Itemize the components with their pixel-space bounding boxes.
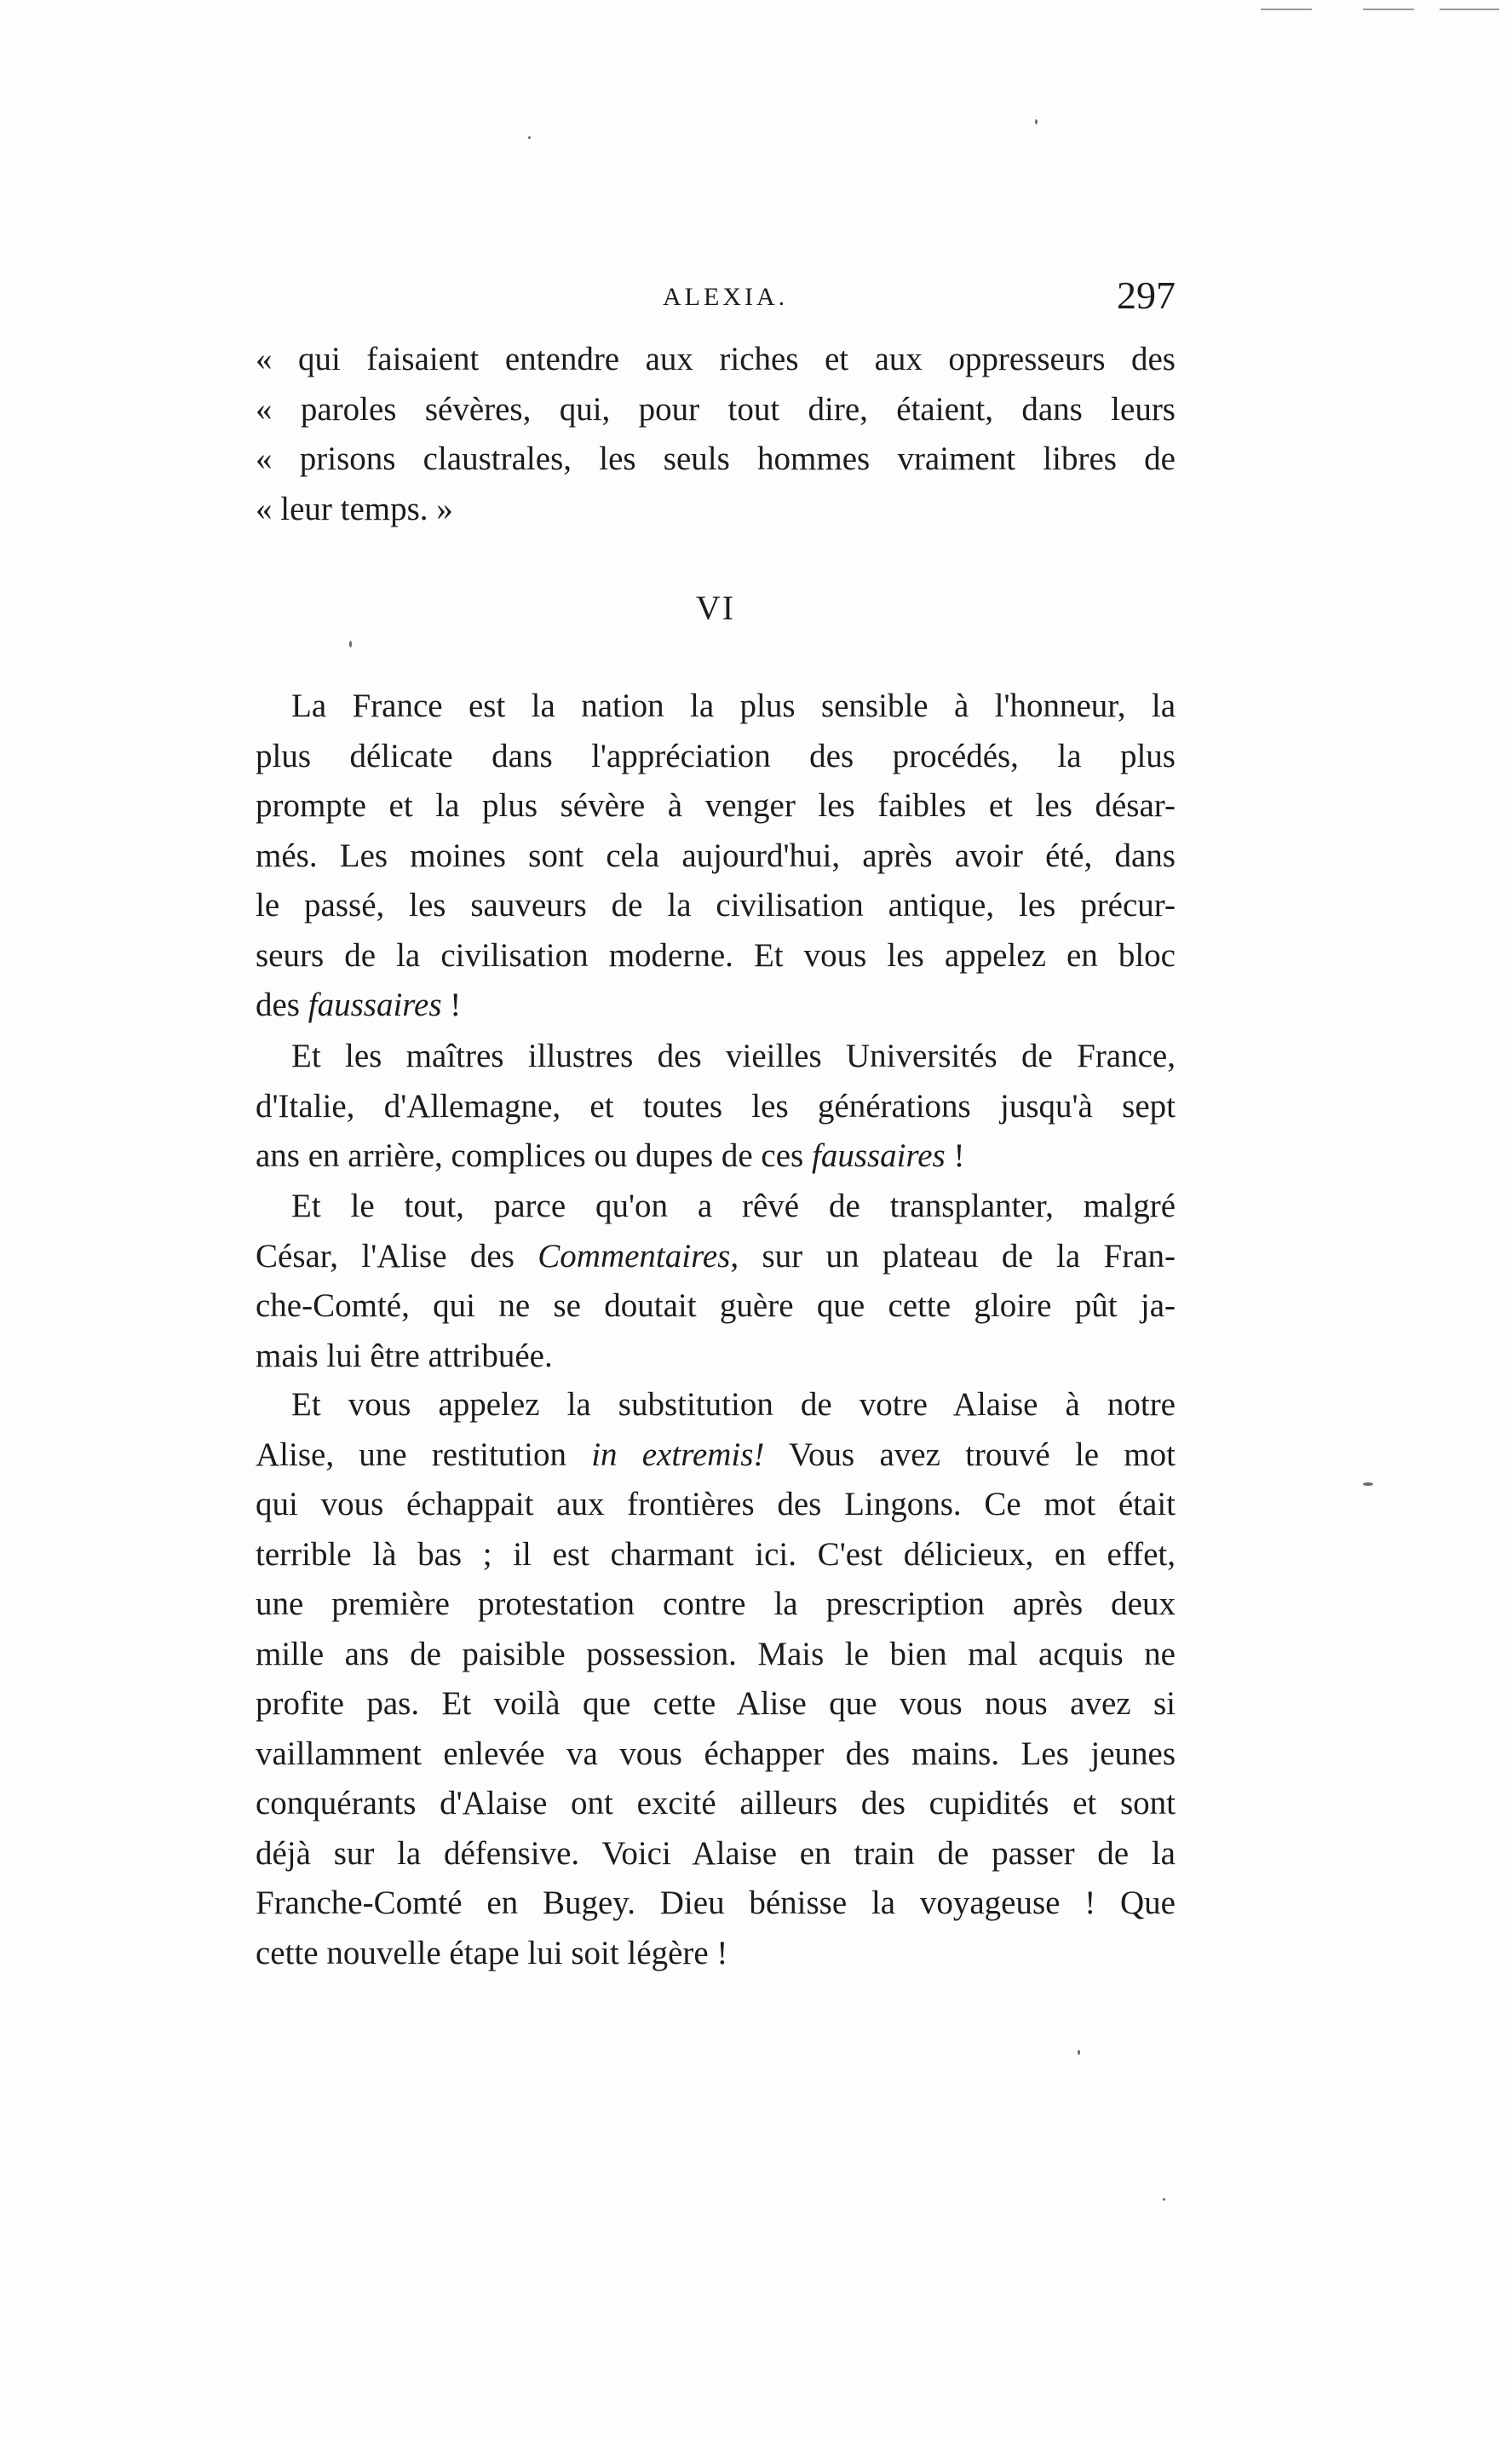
text-line: profite pas. Et voilà que cette Alise que vous nous avez si bbox=[256, 1685, 1176, 1722]
text-line: Et le tout, parce qu'on a rêvé de transplanter, malgré bbox=[291, 1188, 1176, 1224]
text-line: prompte et la plus sévère à venger les faibles et les désar- bbox=[256, 787, 1176, 824]
scan-speck bbox=[1035, 119, 1038, 124]
text-line: Et les maîtres illustres des vieilles Universités de France, bbox=[291, 1038, 1176, 1074]
running-head: ALEXIA. bbox=[663, 283, 789, 311]
text-line: d'Italie, d'Allemagne, et toutes les générations jusqu'à sept bbox=[256, 1087, 1176, 1125]
text-line bbox=[256, 1430, 1176, 1481]
text-line: qui vous échappait aux frontières des Lingons. Ce mot était bbox=[256, 1486, 1176, 1522]
scan-speck bbox=[528, 136, 531, 139]
text-line: « paroles sévères, qui, pour tout dire, étaient, dans leurs bbox=[256, 390, 1176, 428]
text-line bbox=[256, 1131, 1176, 1182]
text-line: seurs de la civilisation moderne. Et vous les appelez en bloc bbox=[256, 936, 1176, 974]
text-line: che-Comté, qui ne se doutait guère que cette gloire pût ja- bbox=[256, 1287, 1176, 1324]
paragraph bbox=[256, 682, 1176, 1031]
italic-term: Commentaires bbox=[538, 1237, 731, 1275]
text-line: mille ans de paisible possession. Mais le bien mal acquis ne bbox=[256, 1635, 1176, 1672]
text-span: des bbox=[256, 987, 308, 1023]
scan-speck bbox=[1163, 2198, 1165, 2201]
text-span: Vous avez trouvé le mot bbox=[764, 1436, 1176, 1473]
text-line: « prisons claustrales, les seuls hommes vraiment libres de bbox=[256, 440, 1176, 477]
text-line: « leur temps. » bbox=[256, 490, 453, 527]
italic-term: faussaires bbox=[811, 1137, 946, 1174]
text-span: César, l'Alise des bbox=[256, 1237, 538, 1275]
text-line: cette nouvelle étape lui soit légère ! bbox=[256, 1934, 728, 1971]
text-line: mais lui être attribuée. bbox=[256, 1337, 553, 1374]
paragraph bbox=[256, 1380, 1176, 1978]
text-span: ! bbox=[441, 987, 462, 1023]
text-line: plus délicate dans l'appréciation des procédés, la plus bbox=[256, 737, 1176, 774]
text-line: terrible là bas ; il est charmant ici. C'est délicieux, en effet, bbox=[256, 1535, 1176, 1573]
scan-edge-mark bbox=[1440, 9, 1499, 10]
section-heading: VI bbox=[695, 589, 736, 627]
text-line: més. Les moines sont cela aujourd'hui, après avoir été, dans bbox=[256, 837, 1176, 874]
quote-continuation bbox=[256, 335, 1176, 534]
text-span: Alise, une restitution bbox=[256, 1436, 592, 1473]
text-span: , sur un plateau de la Fran- bbox=[730, 1237, 1176, 1275]
text-line: le passé, les sauveurs de la civilisation antique, les précur- bbox=[256, 887, 1176, 924]
page-header bbox=[256, 273, 1176, 324]
text-line: déjà sur la défensive. Voici Alaise en train de passer de la bbox=[256, 1834, 1176, 1872]
text-line: « qui faisaient entendre aux riches et aux oppresseurs des bbox=[256, 341, 1176, 377]
text-line: vaillamment enlevée va vous échapper des mains. Les jeunes bbox=[256, 1735, 1176, 1772]
scan-edge-mark bbox=[1363, 9, 1414, 10]
italic-term: faussaires bbox=[308, 987, 442, 1023]
page-number: 297 bbox=[1117, 273, 1176, 317]
text-span: ! bbox=[945, 1137, 965, 1174]
text-line: Et vous appelez la substitution de votre Alaise à notre bbox=[291, 1386, 1176, 1423]
paragraph bbox=[256, 1032, 1176, 1182]
text-line bbox=[256, 981, 1176, 1031]
text-span: ans en arrière, complices ou dupes de ces bbox=[256, 1137, 812, 1174]
italic-term: in extremis! bbox=[591, 1436, 765, 1473]
scan-speck bbox=[1363, 1482, 1373, 1486]
scan-edge-mark bbox=[1261, 9, 1312, 10]
paragraph bbox=[256, 1182, 1176, 1381]
text-line: Franche-Comté en Bugey. Dieu bénisse la voyageuse ! Que bbox=[256, 1885, 1176, 1921]
text-line: une première protestation contre la prescription après deux bbox=[256, 1585, 1176, 1622]
scan-speck bbox=[1078, 2050, 1080, 2055]
text-line bbox=[256, 1232, 1176, 1282]
text-line: La France est la nation la plus sensible à l'honneur, la bbox=[291, 688, 1176, 724]
text-line: conquérants d'Alaise ont excité ailleurs des cupidités et sont bbox=[256, 1785, 1176, 1821]
scan-speck bbox=[349, 641, 352, 647]
